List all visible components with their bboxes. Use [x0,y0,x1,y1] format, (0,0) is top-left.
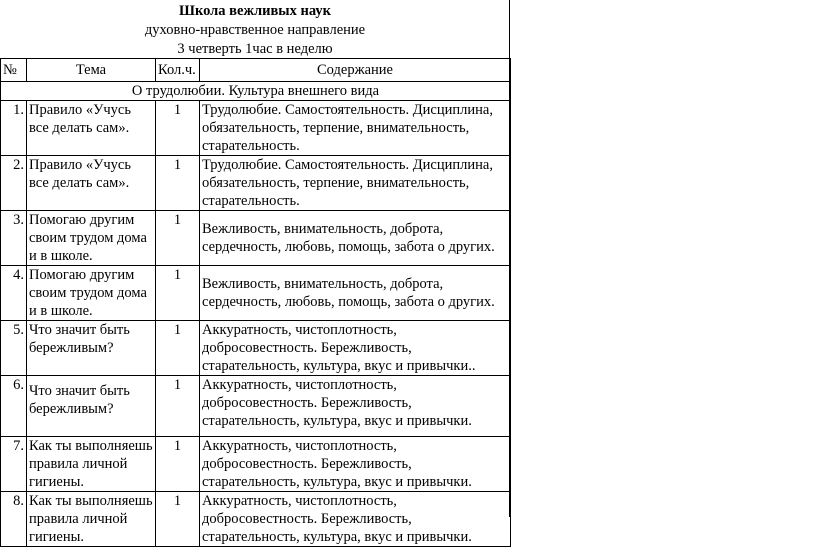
table-row [1,437,511,492]
row-topic: Помогаю другим своим трудом дома и в школе. [27,211,156,266]
row-num: 3. [1,211,27,266]
column-header-topic: Тема [27,59,156,82]
row-count: 1 [156,156,200,211]
row-topic: Что значит быть бережливым? [27,376,156,437]
row-count: 1 [156,437,200,492]
row-num: 1. [1,101,27,156]
row-count: 1 [156,211,200,266]
row-topic: Как ты выполняешь правила личной гигиены. [27,492,156,547]
row-num: 4. [1,266,27,321]
row-topic: Помогаю другим своим трудом дома и в школе. [27,266,156,321]
row-content: Вежливость, внимательность, доброта, сердечность, любовь, помощь, забота о других. [200,211,511,266]
row-count: 1 [156,321,200,376]
table-row [1,376,511,437]
row-num: 6. [1,376,27,437]
section-row [1,82,511,101]
row-count: 1 [156,266,200,321]
table-row [1,321,511,376]
row-content: Вежливость, внимательность, доброта, сердечность, любовь, помощь, забота о других. [200,266,511,321]
row-count: 1 [156,101,200,156]
section-title: О трудолюбии. Культура внешнего вида [1,82,511,101]
row-num: 5. [1,321,27,376]
row-topic: Правило «Учусь все делать сам». [27,101,156,156]
row-topic: Что значит быть бережливым? [27,321,156,376]
lesson-plan-table [0,58,511,547]
row-count: 1 [156,492,200,547]
row-num: 2. [1,156,27,211]
table-row [1,101,511,156]
row-num: 7. [1,437,27,492]
row-content: Трудолюбие. Самостоятельность. Дисциплина, обязательность, терпение, внимательность, старательность. [200,101,511,156]
document-quarter: 3 четверть 1час в неделю [177,41,333,57]
row-content: Аккуратность, чистоплотность, добросовестность. Бережливость, старательность, культура, вкус и привычки.. [200,321,511,376]
row-content: Аккуратность, чистоплотность, добросовестность. Бережливость, старательность, культура, вкус и привычки. [200,376,511,437]
column-header-num: № [1,59,27,82]
column-header-content: Содержание [200,59,511,82]
table-row [1,492,511,547]
row-content: Трудолюбие. Самостоятельность. Дисциплина, обязательность, терпение, внимательность, старательность. [200,156,511,211]
table-row [1,156,511,211]
row-content: Аккуратность, чистоплотность, добросовестность. Бережливость, старательность, культура, вкус и привычки. [200,437,511,492]
row-num: 8. [1,492,27,547]
table-row [1,211,511,266]
table-row [1,266,511,321]
document-title: Школа вежливых наук [179,3,331,19]
row-topic: Правило «Учусь все делать сам». [27,156,156,211]
row-content: Аккуратность, чистоплотность, добросовестность. Бережливость, старательность, культура, вкус и привычки. [200,492,511,547]
document-direction: духовно-нравственное направление [144,22,366,38]
row-count: 1 [156,376,200,437]
table-header-row [1,59,511,82]
row-topic: Как ты выполняешь правила личной гигиены. [27,437,156,492]
column-header-count: Кол.ч. [156,59,200,82]
